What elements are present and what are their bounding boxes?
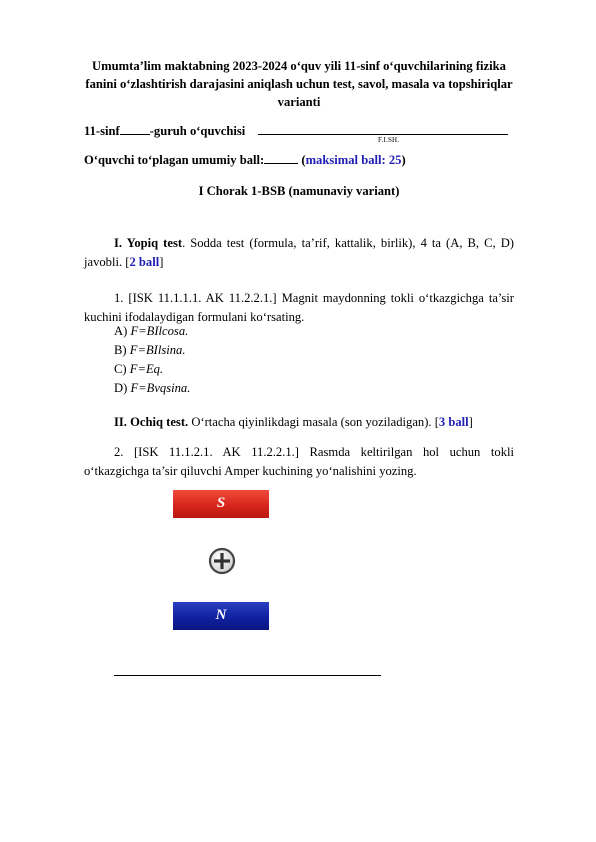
group-blank[interactable] bbox=[120, 122, 150, 135]
option-c-formula: F=Eq. bbox=[129, 362, 164, 376]
section1-description: . Sodda test (formula, ta’rif, kattalik, birlik), 4 ta (A, B, C, D) javobli. [ bbox=[84, 236, 514, 269]
group-label: -guruh o‘quvchisi bbox=[149, 124, 246, 138]
option-b[interactable] bbox=[114, 341, 185, 360]
class-label: 11-sinf bbox=[84, 124, 120, 138]
student-name-blank[interactable] bbox=[258, 122, 508, 135]
section2-points: 3 ball bbox=[438, 415, 469, 429]
total-score-label: O‘quvchi to‘plagan umumiy ball: bbox=[84, 153, 265, 167]
total-score-line bbox=[84, 151, 406, 168]
option-c-letter: C) bbox=[114, 362, 127, 376]
section1-close: ] bbox=[159, 255, 164, 269]
section2-heading: II. Ochiq test. bbox=[114, 415, 189, 429]
max-open: ( bbox=[301, 153, 306, 167]
section2-close: ] bbox=[468, 415, 473, 429]
section1-intro bbox=[84, 234, 514, 272]
section1-heading: I. Yopiq test bbox=[114, 236, 183, 250]
answer-line[interactable] bbox=[114, 675, 381, 676]
variant-title: I Chorak 1-BSB (namunaviy variant) bbox=[198, 184, 400, 198]
section2-intro bbox=[84, 413, 514, 432]
section2-description: O‘rtacha qiyinlikdagi masala (son yoziladigan). [ bbox=[188, 415, 439, 429]
max-score: maksimal ball: 25 bbox=[305, 153, 402, 167]
north-pole-label: N bbox=[215, 607, 227, 623]
option-c[interactable] bbox=[114, 360, 163, 379]
option-b-letter: B) bbox=[114, 343, 127, 357]
question2-text: 2. [ISK 11.1.2.1. AK 11.2.2.1.] Rasmda keltirilgan hol uchun tokli o‘tkazgichga ta’sir qiluvchi Amper kuchining yo‘nalishini yozing. bbox=[84, 445, 514, 478]
section1-points: 2 ball bbox=[129, 255, 160, 269]
fish-caption: F.I.SH. bbox=[378, 136, 400, 144]
option-a[interactable] bbox=[114, 322, 188, 341]
option-a-formula: F=BIlcosa. bbox=[130, 324, 189, 338]
option-a-letter: A) bbox=[114, 324, 128, 338]
option-d-formula: F=Bvqsina. bbox=[130, 381, 191, 395]
south-pole-label: S bbox=[216, 495, 226, 511]
option-d[interactable] bbox=[114, 379, 190, 398]
current-into-page-icon bbox=[208, 547, 236, 575]
magnet-north-pole bbox=[173, 602, 269, 630]
total-score-blank[interactable] bbox=[264, 151, 298, 164]
student-line bbox=[84, 122, 508, 139]
option-d-letter: D) bbox=[114, 381, 128, 395]
option-b-formula: F=BIlsina. bbox=[129, 343, 186, 357]
max-close: ) bbox=[401, 153, 406, 167]
magnet-south-pole bbox=[173, 490, 269, 518]
question1-text: 1. [ISK 11.1.1.1. AK 11.2.2.1.] Magnit maydonning tokli o‘tkazgichga ta’sir kuchini ifodalaydigan formulani ko‘rsating. bbox=[84, 291, 514, 324]
document-title: Umumta’lim maktabning 2023-2024 o‘quv yili 11-sinf o‘quvchilarining fizika fanini o‘zlashtirish darajasini aniqlash uchun test, savol, masala va topshiriqlar varianti bbox=[85, 59, 513, 109]
